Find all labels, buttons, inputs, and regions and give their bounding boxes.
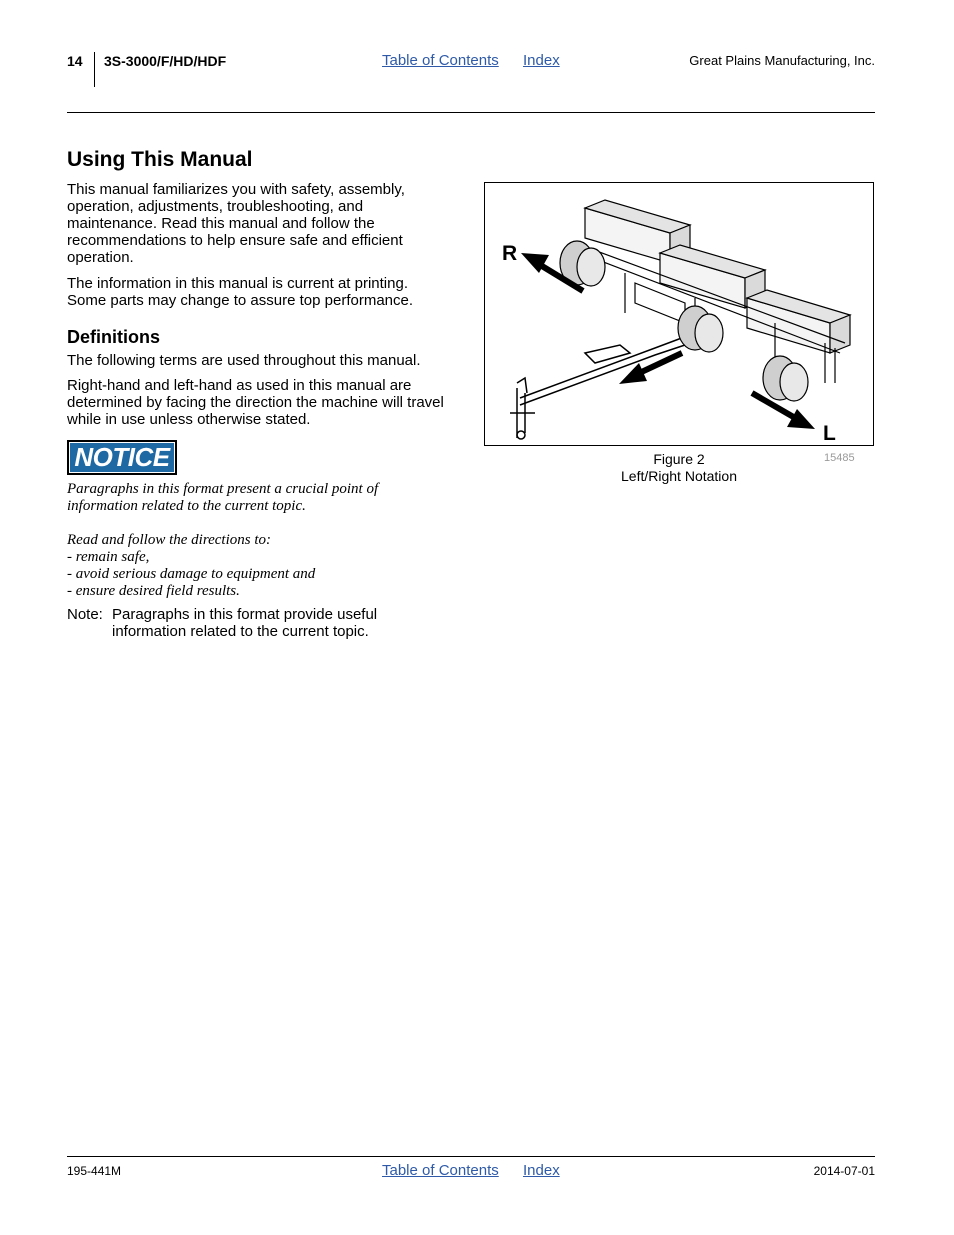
- page-number: 14: [67, 53, 83, 69]
- publication-date: 2014-07-01: [813, 1164, 875, 1178]
- currency-paragraph: The information in this manual is current at printing. Some parts may change to assure top performance.: [67, 275, 414, 309]
- figure-frame: [484, 182, 874, 446]
- notice-item: - remain safe,: [67, 549, 150, 565]
- notice-badge: [67, 440, 177, 475]
- note-text: Paragraphs in this format provide useful information related to the current topic.: [112, 606, 378, 640]
- section-title: Using This Manual: [67, 148, 253, 171]
- header-rule: [67, 112, 875, 113]
- notice-item: - avoid serious damage to equipment and: [67, 566, 316, 582]
- model-title: 3S-3000/F/HD/HDF: [104, 53, 227, 69]
- intro-paragraph: This manual familiarizes you with safety, assembly, operation, adjustments, troubleshooting, and maintenance. Read this manual and follow the recommendations to help ensure safe and efficient operation.: [67, 181, 405, 266]
- label-l: L: [823, 422, 836, 445]
- footer-toc-link[interactable]: Table of Contents: [382, 1162, 499, 1179]
- footer-rule: [67, 1156, 875, 1157]
- tongue-hitch: [510, 333, 697, 439]
- note-label: Note:: [67, 606, 103, 623]
- header-divider: [94, 52, 95, 87]
- figure-caption-title: Left/Right Notation: [621, 468, 737, 484]
- document-number: 195-441M: [67, 1164, 122, 1178]
- notice-item: - ensure desired field results.: [67, 583, 240, 599]
- company-name: Great Plains Manufacturing, Inc.: [689, 53, 875, 68]
- label-r: R: [502, 242, 518, 265]
- definitions-heading: Definitions: [67, 327, 160, 347]
- handedness-paragraph: Right-hand and left-hand as used in this manual are determined by facing the direction the machine will travel while in use unless otherwise stated.: [67, 377, 444, 428]
- notice-text: Paragraphs in this format present a crucial point of information related to the current topic.: [67, 481, 379, 514]
- definitions-paragraph: The following terms are used throughout this manual.: [67, 352, 421, 369]
- figure-caption-number: Figure 2: [653, 451, 705, 467]
- footer-index-link[interactable]: Index: [523, 1162, 560, 1179]
- figure-id: 15485: [824, 452, 855, 464]
- seed-drill-illustration: [485, 183, 873, 445]
- header-index-link[interactable]: Index: [523, 52, 560, 69]
- notice-intro: Read and follow the directions to:: [67, 532, 272, 548]
- notice-label: NOTICE: [69, 442, 175, 473]
- header-toc-link[interactable]: Table of Contents: [382, 52, 499, 69]
